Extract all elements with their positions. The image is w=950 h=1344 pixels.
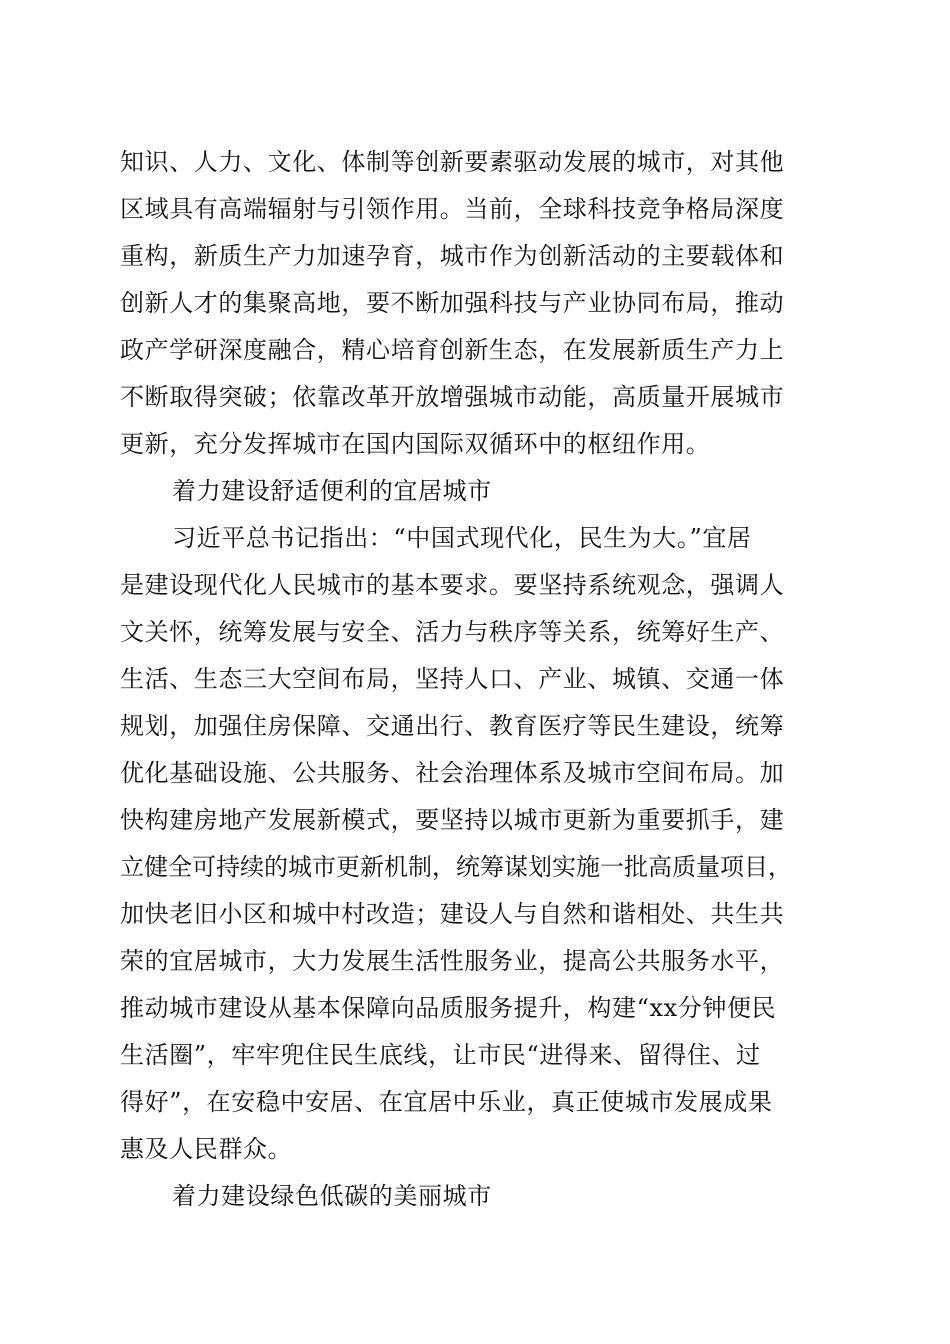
paragraph-line: 是建设现代化人民城市的基本要求。要坚持系统观念，强调人 xyxy=(120,571,785,599)
section-heading: 着力建设绿色低碳的美丽城市 xyxy=(172,1182,492,1210)
paragraph-line: 荣的宜居城市，大力发展生活性服务业，提高公共服务水平， xyxy=(120,947,785,975)
paragraph-line: 文关怀，统筹发展与安全、活力与秩序等关系，统筹好生产、 xyxy=(120,618,785,646)
paragraph-line: 知识、人力、文化、体制等创新要素驱动发展的城市，对其他 xyxy=(120,148,785,176)
paragraph-line: 创新人才的集聚高地，要不断加强科技与产业协同布局，推动 xyxy=(120,289,785,317)
paragraph-line: 推动城市建设从基本保障向品质服务提升，构建“xx分钟便民 xyxy=(120,994,777,1022)
paragraph-line: 快构建房地产发展新模式，要坚持以城市更新为重要抓手，建 xyxy=(120,806,785,834)
paragraph-line: 不断取得突破；依靠改革开放增强城市动能，高质量开展城市 xyxy=(120,383,785,411)
paragraph-line: 更新，充分发挥城市在国内国际双循环中的枢纽作用。 xyxy=(120,430,711,458)
paragraph-line: 重构，新质生产力加速孕育，城市作为创新活动的主要载体和 xyxy=(120,242,785,270)
paragraph-line: 规划，加强住房保障、交通出行、教育医疗等民生建设，统筹 xyxy=(120,712,785,740)
paragraph-line: 惠及人民群众。 xyxy=(120,1135,293,1163)
paragraph-line: 政产学研深度融合，精心培育创新生态，在发展新质生产力上 xyxy=(120,336,785,364)
paragraph-line: 立健全可持续的城市更新机制，统筹谋划实施一批高质量项目， xyxy=(120,853,792,881)
paragraph-line: 区域具有高端辐射与引领作用。当前，全球科技竞争格局深度 xyxy=(120,195,785,223)
paragraph-line: 生活圈”，牢牢兜住民生底线，让市民“进得来、留得住、过 xyxy=(120,1041,761,1069)
paragraph-line: 生活、生态三大空间布局，坚持人口、产业、城镇、交通一体 xyxy=(120,665,785,693)
paragraph-line: 得好”，在安稳中安居、在宜居中乐业，真正使城市发展成果 xyxy=(120,1088,773,1116)
section-heading: 着力建设舒适便利的宜居城市 xyxy=(172,477,492,505)
paragraph-line: 优化基础设施、公共服务、社会治理体系及城市空间布局。加 xyxy=(120,759,785,787)
paragraph-line: 习近平总书记指出：“中国式现代化，民生为大。”宜居 xyxy=(172,524,752,552)
paragraph-line: 加快老旧小区和城中村改造；建设人与自然和谐相处、共生共 xyxy=(120,900,785,928)
